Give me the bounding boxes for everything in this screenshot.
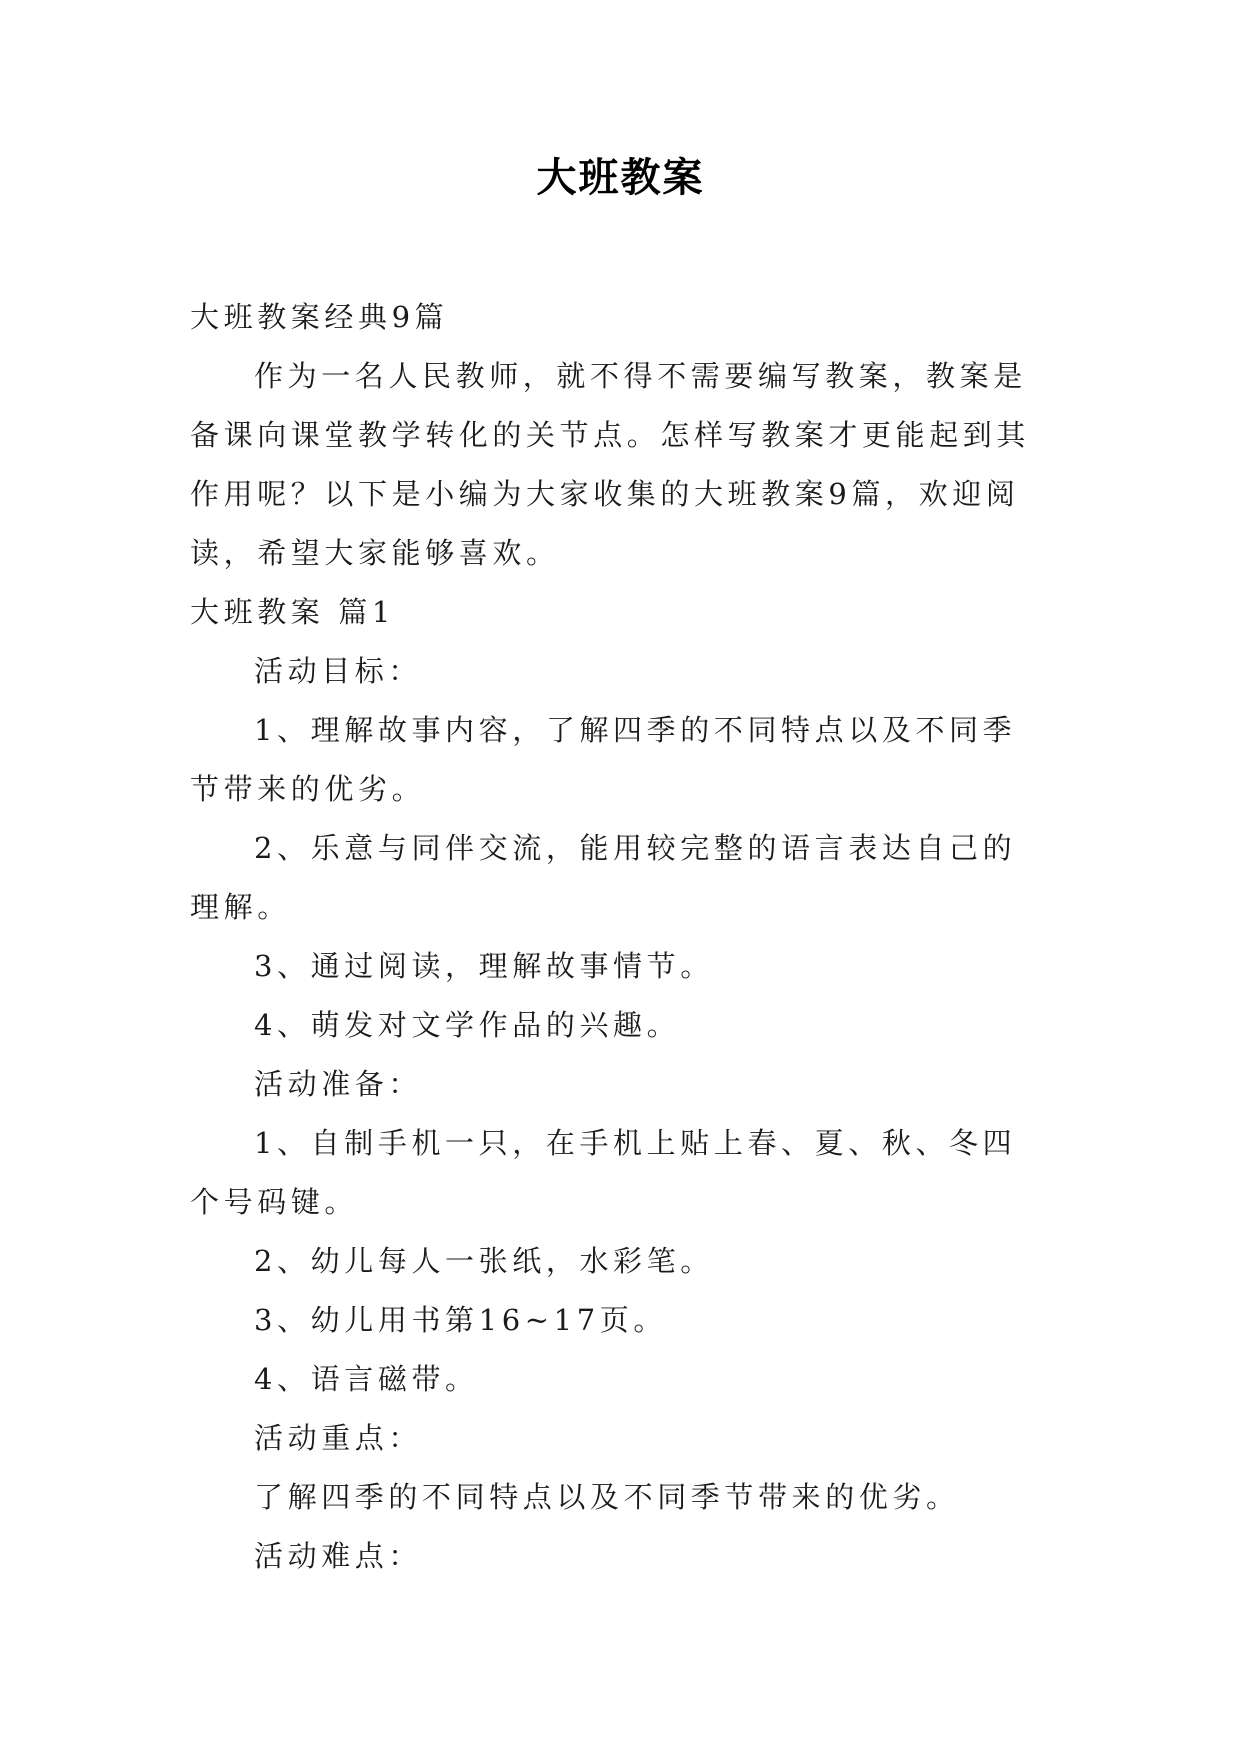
key-text: 了解四季的不同特点以及不同季节带来的优劣。 (254, 1480, 960, 1514)
difficulty-label: 活动难点： (254, 1539, 423, 1573)
key-label: 活动重点： (254, 1421, 423, 1455)
prep-item: 3、幼儿用书第16~17页。 (254, 1303, 667, 1337)
document-title: 大班教案 (536, 155, 705, 201)
prep-item: 4、语言磁带。 (254, 1362, 479, 1396)
goal-item: 2、乐意与同伴交流，能用较完整的语言表达自己的理解。 (190, 831, 1017, 924)
intro-paragraph: 作为一名人民教师，就不得不需要编写教案，教案是备课向课堂教学转化的关节点。怎样写教案才更能起到其作用呢？以下是小编为大家收集的大班教案9篇，欢迎阅读，希望大家能够喜欢。 (190, 359, 1031, 570)
prep-item: 2、幼儿每人一张纸，水彩笔。 (254, 1244, 714, 1278)
goal-item: 1、理解故事内容，了解四季的不同特点以及不同季节带来的优劣。 (190, 713, 1017, 806)
section-heading: 大班教案 篇1 (190, 595, 395, 629)
prep-label: 活动准备： (254, 1067, 423, 1101)
prep-item: 1、自制手机一只，在手机上贴上春、夏、秋、冬四个号码键。 (190, 1126, 1017, 1219)
goal-item: 4、萌发对文学作品的兴趣。 (254, 1008, 681, 1042)
goals-label: 活动目标： (254, 654, 423, 688)
document-body (190, 288, 1046, 1586)
document-subtitle: 大班教案经典9篇 (190, 300, 449, 334)
goal-item: 3、通过阅读，理解故事情节。 (254, 949, 714, 983)
